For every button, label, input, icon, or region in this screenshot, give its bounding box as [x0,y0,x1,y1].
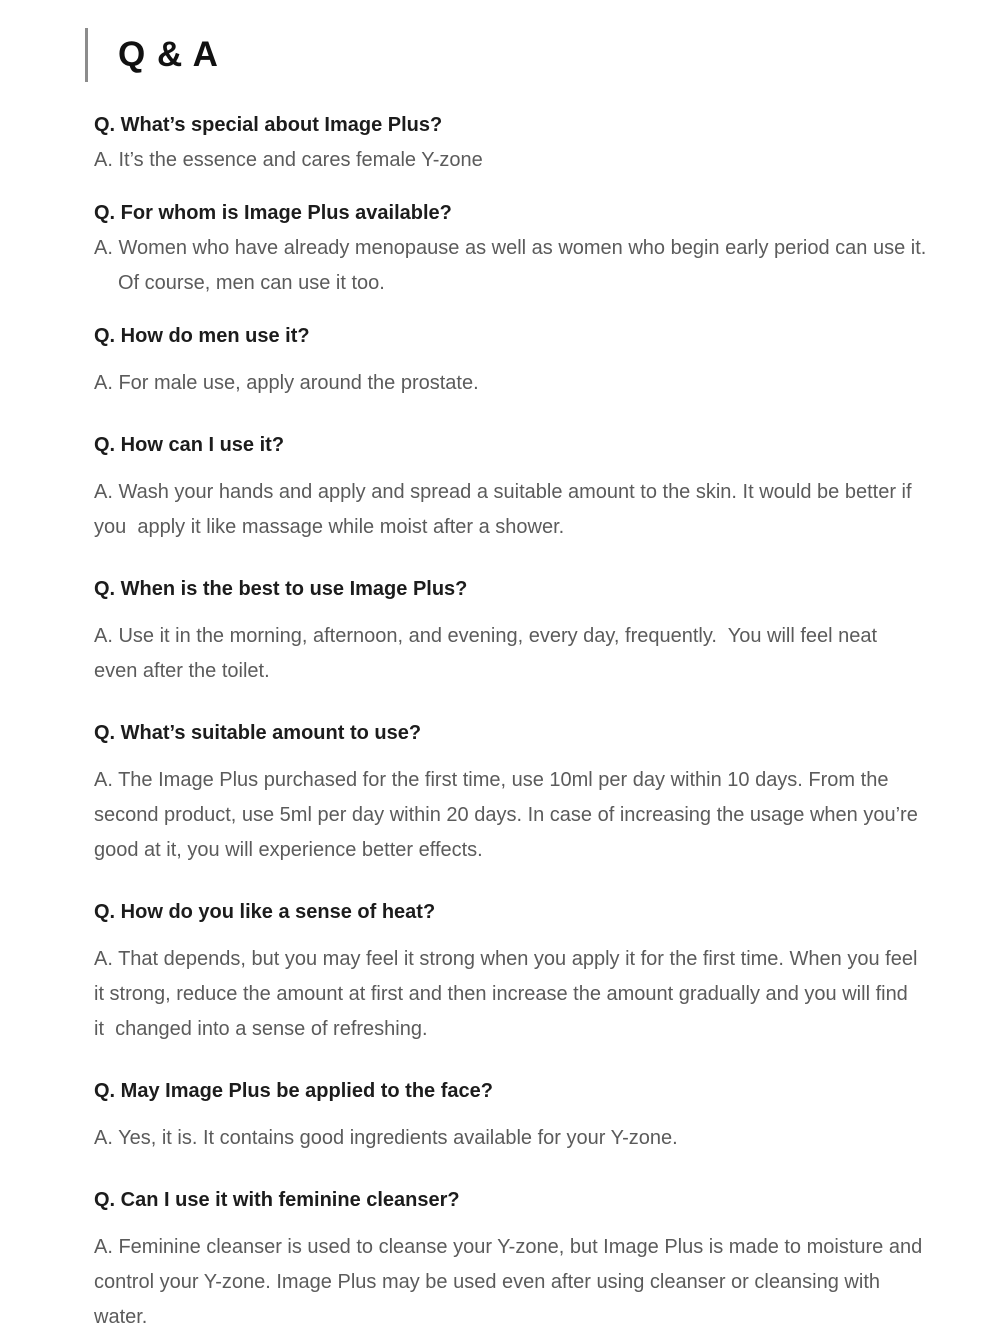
answer-text [94,231,988,301]
answer-line: it strong, reduce the amount at first and then increase the amount gradually and you will find [94,983,908,1005]
qa-item-8 [94,1074,988,1156]
qa-item-1 [94,108,988,178]
answer-text [94,942,988,1047]
answer-line: A. For male use, apply around the prostate. [94,372,479,394]
answer-line: you apply it like massage while moist after a shower. [94,516,565,538]
qa-list [0,108,1008,1335]
answer-text [94,1121,988,1156]
answer-line: A. Women who have already menopause as well as women who begin early period can use it. [94,237,927,259]
answer-text [94,1230,988,1335]
question-text: Q. May Image Plus be applied to the face? [94,1080,493,1102]
question-text: Q. What’s suitable amount to use? [94,722,422,744]
answer-line: Of course, men can use it too. [118,272,385,294]
page-title: Q & A [118,35,219,74]
answer-line: control your Y-zone. Image Plus may be used even after using cleanser or cleansing with [94,1271,880,1293]
header-accent-bar [85,28,88,82]
qa-header [85,28,1008,82]
question-text: Q. How do men use it? [94,325,310,347]
answer-line: A. The Image Plus purchased for the first time, use 10ml per day within 10 days. From the [94,769,889,791]
question-text: Q. How can I use it? [94,434,285,456]
answer-text [94,763,988,868]
question-text: Q. When is the best to use Image Plus? [94,578,468,600]
answer-line: A. Feminine cleanser is used to cleanse your Y-zone, but Image Plus is made to moisture and [94,1236,923,1258]
answer-line: A. It’s the essence and cares female Y-zone [94,149,483,171]
answer-line: water. [94,1306,148,1328]
answer-line: A. Use it in the morning, afternoon, and evening, every day, frequently. You will feel neat [94,625,878,647]
question-text: Q. What’s special about Image Plus? [94,114,443,136]
qa-item-2 [94,196,988,301]
answer-line: A. Wash your hands and apply and spread a suitable amount to the skin. It would be better if [94,481,912,503]
qa-item-4 [94,428,988,545]
answer-line: good at it, you will experience better effects. [94,839,483,861]
qa-item-3 [94,319,988,401]
answer-line: it changed into a sense of refreshing. [94,1018,428,1040]
qa-item-6 [94,716,988,868]
question-text: Q. Can I use it with feminine cleanser? [94,1189,460,1211]
question-text: Q. How do you like a sense of heat? [94,901,436,923]
answer-text [94,143,988,178]
answer-text [94,475,988,545]
answer-text [94,619,988,689]
question-text: Q. For whom is Image Plus available? [94,202,452,224]
answer-line: A. That depends, but you may feel it strong when you apply it for the first time. When you feel [94,948,918,970]
qa-item-5 [94,572,988,689]
answer-line: A. Yes, it is. It contains good ingredients available for your Y-zone. [94,1127,678,1149]
answer-text [94,366,988,401]
qa-item-9 [94,1183,988,1335]
qa-item-7 [94,895,988,1047]
answer-line: even after the toilet. [94,660,270,682]
answer-line: second product, use 5ml per day within 20 days. In case of increasing the usage when you’re [94,804,918,826]
